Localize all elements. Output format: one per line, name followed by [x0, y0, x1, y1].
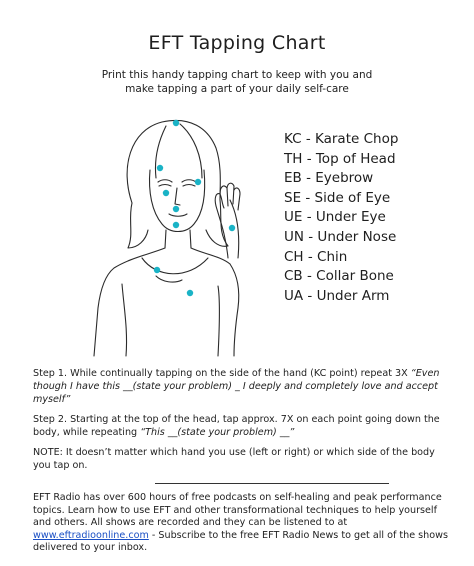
subtitle-line-2: make tapping a part of your daily self-care: [125, 83, 349, 95]
instructions: [33, 367, 445, 479]
legend-item-se: SE - Side of Eye: [284, 189, 391, 206]
tap-point-eyebrow: [157, 165, 163, 171]
legend-item-ua: UA - Under Arm: [284, 287, 390, 304]
tap-point-legend: [284, 130, 398, 306]
woman-illustration: [70, 108, 280, 358]
step-1-quote: “Even though I have this __(state your problem) _ I deeply and completely love and accept myself”: [33, 368, 440, 405]
tap-point-top-of-head: [173, 120, 179, 126]
step-2-text: Step 2. Starting at the top of the head, tap approx. 7X on each point going down the body, while repeating: [33, 414, 440, 438]
footer-text-after-link: - Subscribe to the free EFT Radio News to get all of the shows delivered to your inbox.: [33, 529, 448, 553]
step-2: [33, 413, 445, 439]
legend-item-cb: CB - Collar Bone: [284, 268, 394, 285]
tap-points: [154, 120, 235, 296]
subtitle-line-1: Print this handy tapping chart to keep with you and: [101, 69, 373, 81]
eft-radio-link[interactable]: www.eftradioonline.com: [33, 529, 149, 541]
tap-point-chin: [173, 222, 179, 228]
legend-item-eb: EB - Eyebrow: [284, 170, 374, 187]
tap-point-side-of-eye: [195, 179, 201, 185]
footer: [33, 492, 453, 555]
legend-item-un: UN - Under Nose: [284, 228, 397, 245]
step-1: [33, 367, 445, 406]
legend-item-ch: CH - Chin: [284, 248, 348, 265]
tap-point-karate-chop: [229, 225, 235, 231]
tap-point-under-nose: [173, 206, 179, 212]
legend-item-kc: KC - Karate Chop: [284, 131, 399, 147]
footer-text-before-link: EFT Radio has over 600 hours of free podcasts on self-healing and peak performance topics. Learn how to use EFT and other transformational techniques to help yourself and others. All shows are recorded and they can be listened to at: [33, 492, 442, 528]
step-2-quote: “This __(state your problem) __”: [140, 427, 295, 438]
note: NOTE: It doesn’t matter which hand you use (left or right) or which side of the body you tap on.: [33, 447, 435, 471]
page-subtitle: [0, 68, 474, 96]
tap-point-collar-bone: [154, 267, 160, 273]
step-1-text: Step 1. While continually tapping on the side of the hand (KC point) repeat 3X: [33, 368, 411, 379]
tap-point-under-eye: [163, 190, 169, 196]
legend-item-th: TH - Top of Head: [284, 150, 396, 167]
footer-text: [33, 492, 453, 555]
divider: [155, 483, 389, 484]
tap-point-under-arm: [187, 290, 193, 296]
legend-item-ue: UE - Under Eye: [284, 209, 386, 226]
page-title: EFT Tapping Chart: [148, 32, 326, 54]
